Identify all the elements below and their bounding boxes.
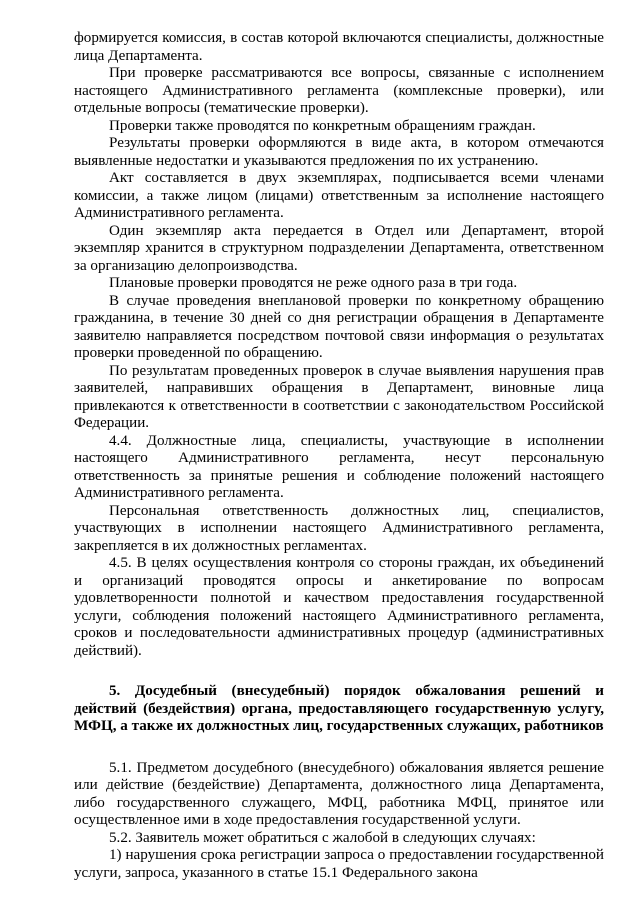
paragraph: 5.1. Предметом досудебного (внесудебного) обжалования является решение или действие (бездействие) Департамента, должностного лица Департамента, либо государственного служащего, МФЦ, работника МФЦ, принятое или осуществленное ими в ходе предоставления государственной услуги. xyxy=(74,759,604,828)
paragraph: Плановые проверки проводятся не реже одного раза в три года. xyxy=(109,275,518,291)
paragraph: 1) нарушения срока регистрации запроса о предоставлении государственной услуги, запроса, указанного в статье 15.1 Федерального закона xyxy=(74,847,604,881)
paragraph: Персональная ответственность должностных лиц, специалистов, участвующих в исполнении настоящего Административного регламента, закрепляется в их должностных регламентах. xyxy=(74,502,604,554)
paragraph: Результаты проверки оформляются в виде акта, в котором отмечаются выявленные недостатки и указываются предложения по их устранению. xyxy=(74,135,604,169)
paragraph: 5.2. Заявитель может обратиться с жалобой в следующих случаях: xyxy=(109,829,536,846)
section-heading: 5. Досудебный (внесудебный) порядок обжалования решений и действий (бездействия) органа, предоставляющего государственную услугу, МФЦ, а также их должностных лиц, государственных служащих, работников xyxy=(74,683,604,734)
paragraph: 4.5. В целях осуществления контроля со стороны граждан, их объединений и организаций проводятся опросы и анкетирование по вопросам удовлетворенности полнотой и качеством предоставления государственной услуги, соблюдения положений настоящего Административного регламента, сроков и последовательности административных процедур (административных действий). xyxy=(74,555,604,659)
paragraph: В случае проведения внеплановой проверки по конкретному обращению гражданина, в течение 30 дней со дня регистрации обращения в Департаменте заявителю направляется посредством почтовой связи информация о результатах проверки проведенной по обращению. xyxy=(74,292,604,361)
paragraph: Акт составляется в двух экземплярах, подписывается всеми членами комиссии, а также лицом (лицами) ответственным за исполнение настоящего Административного регламента. xyxy=(74,170,604,221)
paragraphs-group-b xyxy=(74,760,604,883)
paragraph: По результатам проведенных проверок в случае выявления нарушения прав заявителей, направивших обращения в Департамент, виновные лица привлекаются к ответственности в соответствии с законодательством Российской Федерации. xyxy=(74,362,604,431)
document-page xyxy=(74,30,604,882)
paragraphs-group-a xyxy=(74,30,604,660)
paragraph: формируется комиссия, в состав которой включаются специалисты, должностные лица Департамента. xyxy=(74,30,604,64)
paragraph: Проверки также проводятся по конкретным обращениям граждан. xyxy=(109,117,536,134)
paragraph: 4.4. Должностные лица, специалисты, участвующие в исполнении настоящего Административного регламента, несут персональную ответственность за принятые решения и соблюдение положений настоящего Административного регламента. xyxy=(74,432,604,501)
paragraph: Один экземпляр акта передается в Отдел или Департамент, второй экземпляр хранится в структурном подразделении Департамента, ответственном за организацию делопроизводства. xyxy=(74,222,604,274)
paragraph: При проверке рассматриваются все вопросы, связанные с исполнением настоящего Административного регламента (комплексные проверки), или отдельные вопросы (тематические проверки). xyxy=(74,65,604,116)
